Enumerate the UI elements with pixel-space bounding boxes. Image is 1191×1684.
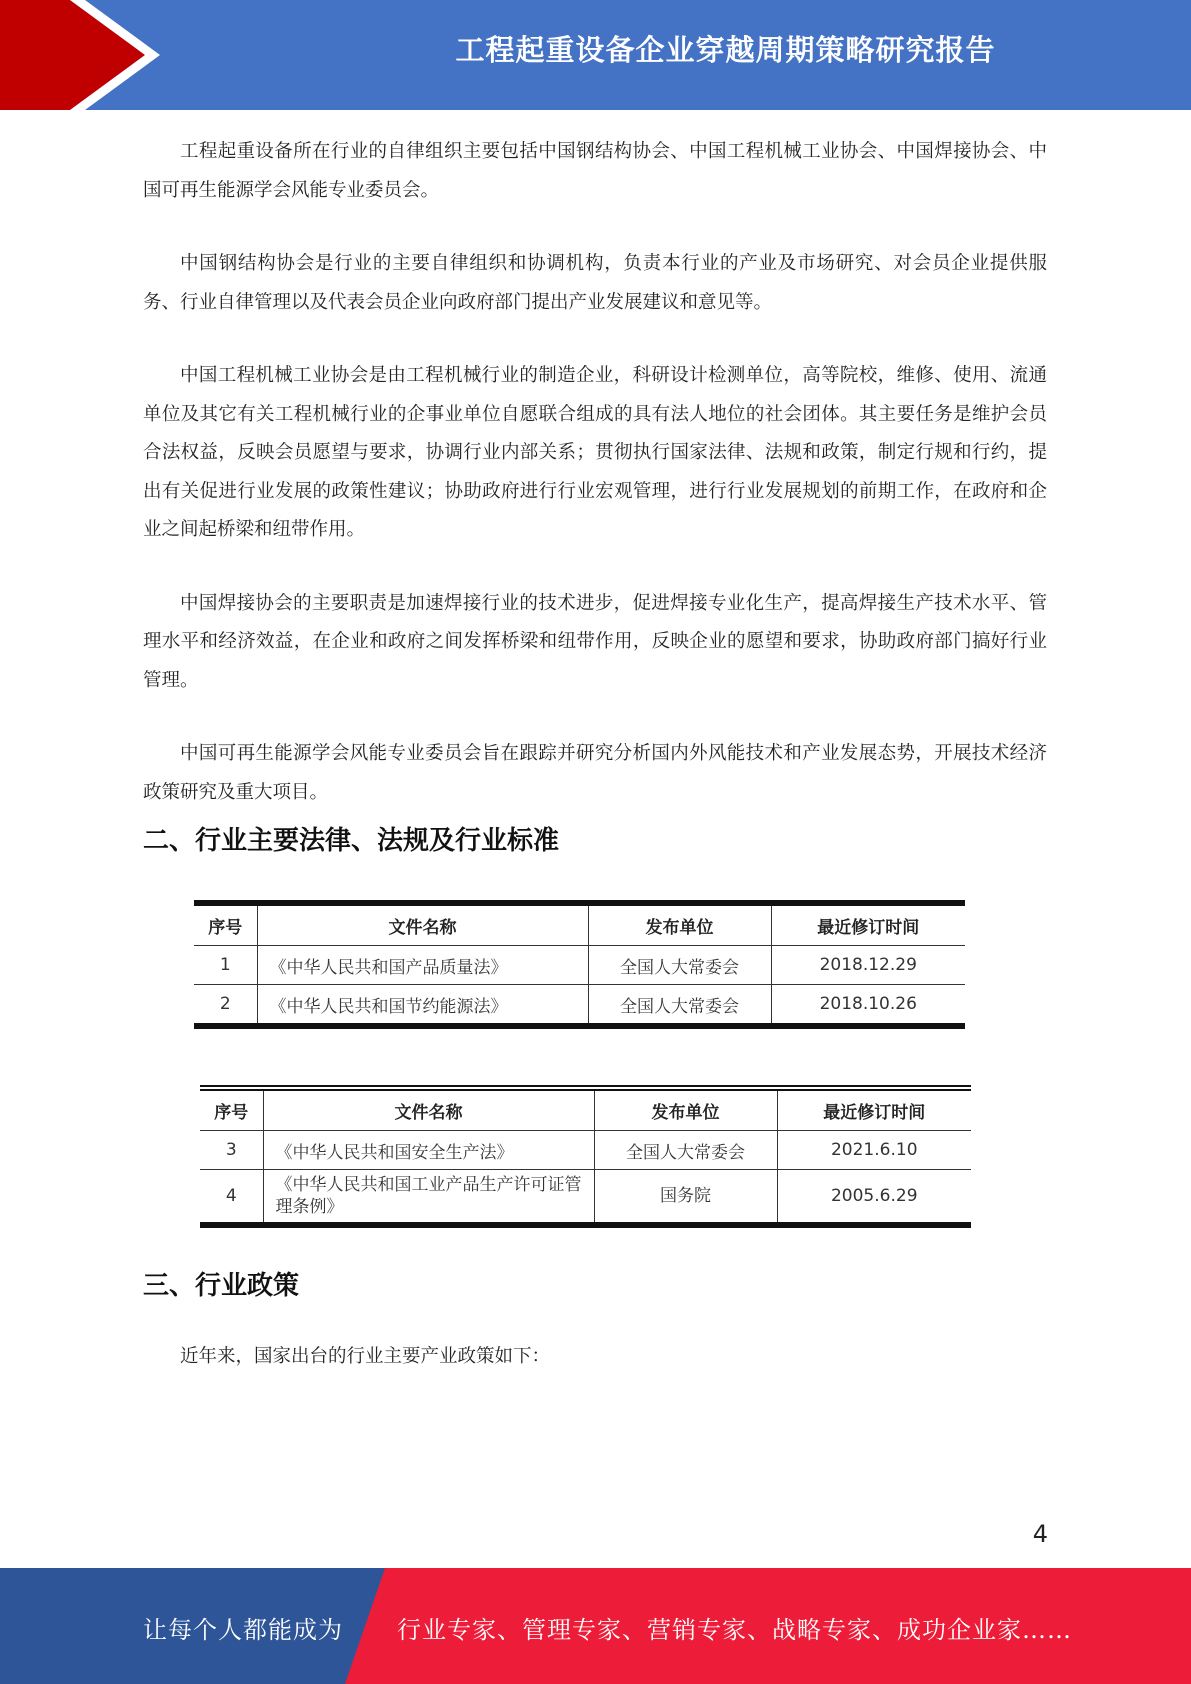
section-3-heading: 三、行业政策: [143, 1271, 300, 1301]
page-number: 4: [1032, 1520, 1048, 1548]
paragraph-wind-energy-committee: 中国可再生能源学会风能专业委员会旨在跟踪并研究分析国内外风能技术和产业发展态势，开展技术经济政策研究及重大项目。: [143, 743, 1047, 803]
cell-name: 《中华人民共和国节约能源法》: [257, 985, 588, 1027]
cell-name: 《中华人民共和国安全生产法》: [263, 1131, 594, 1170]
cell-revised: 2018.10.26: [771, 985, 965, 1027]
table-row: [200, 1170, 971, 1226]
laws-table-2: [200, 1085, 971, 1228]
paragraph-steel-association: 中国钢结构协会是行业的主要自律组织和协调机构，负责本行业的产业及市场研究、对会员企业提供服务、行业自律管理以及代表会员企业向政府部门提出产业发展建议和意见等。: [143, 253, 1047, 313]
section-3-intro: 近年来，国家出台的行业主要产业政策如下：: [180, 1346, 551, 1367]
cell-revised: 2021.6.10: [777, 1131, 971, 1170]
cell-index: 2: [219, 994, 231, 1014]
laws-table-1: [194, 900, 965, 1029]
paragraph-intro: 工程起重设备所在行业的自律组织主要包括中国钢结构协会、中国工程机械工业协会、中国焊接协会、中国可再生能源学会风能专业委员会。: [143, 141, 1047, 201]
col-header-issuer: 发布单位: [588, 903, 771, 946]
paragraph-welding-association: 中国焊接协会的主要职责是加速焊接行业的技术进步，促进焊接专业化生产，提高焊接生产技术水平、管理水平和经济效益，在企业和政府之间发挥桥梁和纽带作用，反映企业的愿望和要求，协助政府部门搞好行业管理。: [143, 592, 1047, 691]
cell-issuer: 全国人大常委会: [588, 985, 771, 1027]
cell-name: 《中华人民共和国工业产品生产许可证管理条例》: [263, 1170, 594, 1226]
cell-index: 4: [225, 1186, 237, 1206]
col-header-revised: 最近修订时间: [777, 1088, 971, 1131]
table-header-row: [200, 1088, 971, 1131]
report-title: 工程起重设备企业穿越周期策略研究报告: [455, 33, 996, 67]
table-row: [194, 946, 965, 985]
footer-slogan-left: 让每个人都能成为: [143, 1616, 343, 1644]
cell-issuer: 国务院: [594, 1170, 777, 1226]
body-content: [143, 133, 1047, 847]
cell-issuer: 全国人大常委会: [594, 1131, 777, 1170]
page-footer: [0, 1568, 1191, 1684]
col-header-name: 文件名称: [263, 1088, 594, 1131]
col-header-name: 文件名称: [257, 903, 588, 946]
footer-slogan-right: 行业专家、管理专家、营销专家、战略专家、成功企业家……: [397, 1616, 1072, 1644]
col-header-index: 序号: [200, 1088, 263, 1131]
cell-index: 3: [200, 1131, 263, 1170]
table-row: [200, 1131, 971, 1170]
table-row: [194, 985, 965, 1027]
table-header-row: [194, 903, 965, 946]
cell-issuer: 全国人大常委会: [588, 946, 771, 985]
cell-revised: 2018.12.29: [771, 946, 965, 985]
cell-index: 1: [194, 946, 257, 985]
col-header-revised: 最近修订时间: [771, 903, 965, 946]
section-2-heading: 二、行业主要法律、法规及行业标准: [143, 826, 560, 856]
col-header-issuer: 发布单位: [594, 1088, 777, 1131]
paragraph-machinery-association: 中国工程机械工业协会是由工程机械行业的制造企业，科研设计检测单位，高等院校，维修、使用、流通单位及其它有关工程机械行业的企事业单位自愿联合组成的具有法人地位的社会团体。其主要任务是维护会员合法权益，反映会员愿望与要求，协调行业内部关系；贯彻执行国家法律、法规和政策，制定行规和行约，提出有关促进行业发展的政策性建议；协助政府进行行业宏观管理，进行行业发展规划的前期工作，在政府和企业之间起桥梁和纽带作用。: [143, 365, 1047, 540]
col-header-index: 序号: [194, 903, 257, 946]
page-header: [0, 0, 1191, 110]
cell-name: 《中华人民共和国产品质量法》: [257, 946, 588, 985]
cell-revised: 2005.6.29: [777, 1170, 971, 1226]
